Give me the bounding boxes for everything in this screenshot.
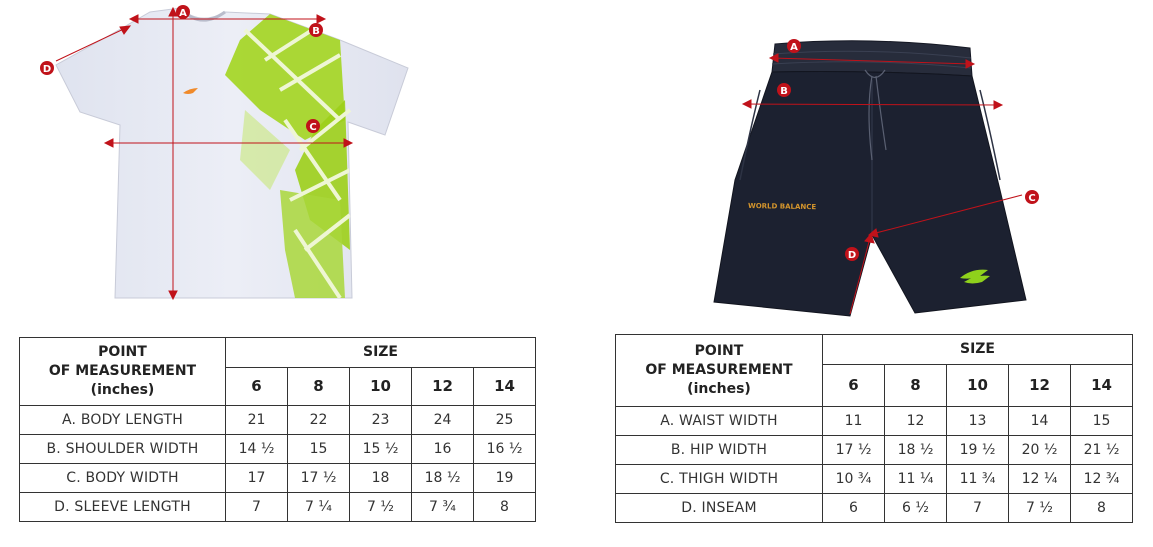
table-row xyxy=(20,435,536,464)
measurement-value: 6 ½ xyxy=(885,494,947,523)
shirt-marker-b xyxy=(309,23,323,37)
measurement-label: A. BODY LENGTH xyxy=(20,406,226,435)
shorts-marker-d xyxy=(845,247,859,261)
measurement-label: A. WAIST WIDTH xyxy=(616,407,823,436)
measurement-value: 11 ¾ xyxy=(947,465,1009,494)
measurement-value: 13 xyxy=(947,407,1009,436)
table-row xyxy=(20,464,536,493)
svg-text:C: C xyxy=(1028,193,1036,204)
measurement-value: 19 ½ xyxy=(947,436,1009,465)
measurement-value: 14 ½ xyxy=(226,435,288,464)
shorts-illustration xyxy=(700,30,1050,320)
shorts-size-table xyxy=(615,334,1133,523)
measurement-value: 14 xyxy=(1009,407,1071,436)
measurement-label: D. SLEEVE LENGTH xyxy=(20,493,226,522)
size-column-header: 8 xyxy=(288,368,350,406)
measurement-value: 8 xyxy=(1071,494,1133,523)
measurement-value: 12 ¾ xyxy=(1071,465,1133,494)
measurement-value: 12 ¼ xyxy=(1009,465,1071,494)
measurement-label: C. THIGH WIDTH xyxy=(616,465,823,494)
measurement-value: 18 ½ xyxy=(412,464,474,493)
measurement-value: 7 ½ xyxy=(350,493,412,522)
point-of-measurement-header: POINT OF MEASUREMENT (inches) xyxy=(20,338,226,406)
shorts-marker-c xyxy=(1025,190,1039,204)
measurement-value: 16 ½ xyxy=(474,435,536,464)
measurement-value: 23 xyxy=(350,406,412,435)
shirt-marker-a xyxy=(176,5,190,19)
measurement-value: 21 ½ xyxy=(1071,436,1133,465)
size-column-header: 14 xyxy=(474,368,536,406)
shirt-marker-c xyxy=(306,119,320,133)
shirt-body xyxy=(56,8,408,298)
measurement-value: 17 xyxy=(226,464,288,493)
measurement-value: 12 xyxy=(885,407,947,436)
size-column-header: 10 xyxy=(947,365,1009,407)
measurement-value: 21 xyxy=(226,406,288,435)
size-column-header: 6 xyxy=(226,368,288,406)
table-row xyxy=(20,406,536,435)
size-column-header: 10 xyxy=(350,368,412,406)
shirt-size-table xyxy=(19,337,536,522)
shorts-brand-text: WORLD BALANCE xyxy=(747,202,817,212)
measurement-value: 17 ½ xyxy=(823,436,885,465)
size-header: SIZE xyxy=(823,335,1133,365)
measurement-value: 8 xyxy=(474,493,536,522)
measurement-value: 22 xyxy=(288,406,350,435)
shorts-marker-a xyxy=(787,39,801,53)
measurement-value: 20 ½ xyxy=(1009,436,1071,465)
svg-text:B: B xyxy=(780,86,788,97)
measurement-value: 24 xyxy=(412,406,474,435)
measurement-value: 7 ¼ xyxy=(288,493,350,522)
shorts-marker-b xyxy=(777,83,791,97)
table-row xyxy=(616,465,1133,494)
shirt-illustration xyxy=(40,0,420,305)
shirt-marker-d xyxy=(40,61,54,75)
svg-text:A: A xyxy=(790,42,798,53)
table-row xyxy=(20,493,536,522)
measurement-value: 7 ½ xyxy=(1009,494,1071,523)
size-column-header: 12 xyxy=(1009,365,1071,407)
size-column-header: 14 xyxy=(1071,365,1133,407)
measurement-value: 7 xyxy=(226,493,288,522)
svg-text:B: B xyxy=(312,26,320,37)
measurement-value: 15 xyxy=(1071,407,1133,436)
measurement-value: 15 ½ xyxy=(350,435,412,464)
table-row xyxy=(616,407,1133,436)
svg-text:D: D xyxy=(42,64,52,75)
size-header: SIZE xyxy=(226,338,536,368)
measurement-value: 7 xyxy=(947,494,1009,523)
measurement-label: B. SHOULDER WIDTH xyxy=(20,435,226,464)
measurement-label: B. HIP WIDTH xyxy=(616,436,823,465)
measurement-label: D. INSEAM xyxy=(616,494,823,523)
measurement-value: 11 ¼ xyxy=(885,465,947,494)
size-column-header: 8 xyxy=(885,365,947,407)
measurement-value: 10 ¾ xyxy=(823,465,885,494)
measurement-label: C. BODY WIDTH xyxy=(20,464,226,493)
measurement-value: 11 xyxy=(823,407,885,436)
point-of-measurement-header: POINT OF MEASUREMENT (inches) xyxy=(616,335,823,407)
measurement-value: 25 xyxy=(474,406,536,435)
size-column-header: 6 xyxy=(823,365,885,407)
size-column-header: 12 xyxy=(412,368,474,406)
measurement-value: 18 ½ xyxy=(885,436,947,465)
measurement-value: 7 ¾ xyxy=(412,493,474,522)
svg-text:A: A xyxy=(179,8,187,19)
table-row xyxy=(616,436,1133,465)
measurement-value: 15 xyxy=(288,435,350,464)
measurement-value: 17 ½ xyxy=(288,464,350,493)
svg-text:D: D xyxy=(847,250,857,261)
measurement-value: 18 xyxy=(350,464,412,493)
measurement-value: 19 xyxy=(474,464,536,493)
svg-text:C: C xyxy=(309,122,317,133)
table-row xyxy=(616,494,1133,523)
measurement-value: 16 xyxy=(412,435,474,464)
measurement-value: 6 xyxy=(823,494,885,523)
